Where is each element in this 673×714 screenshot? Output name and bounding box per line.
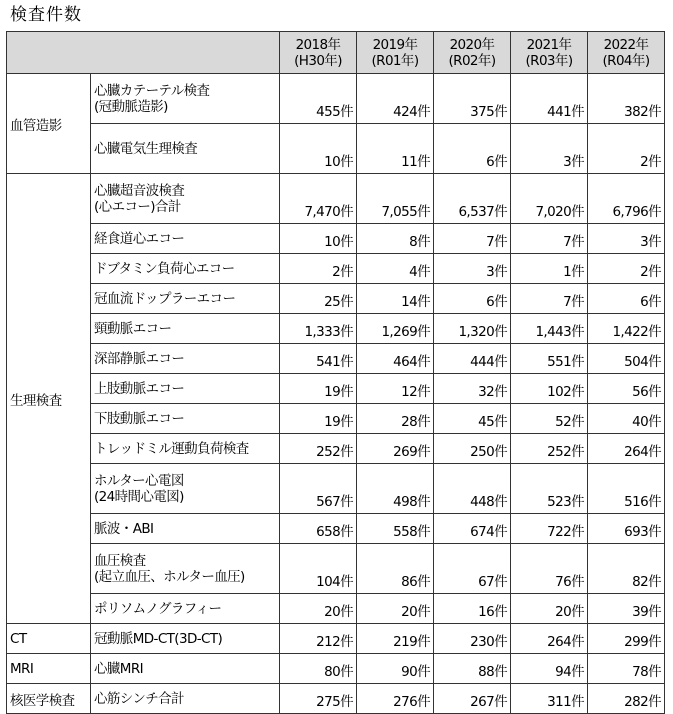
- item-cell: [91, 594, 280, 624]
- count-cell: 722件: [511, 514, 588, 544]
- item-label-line: ポリソムノグラフィー: [94, 600, 222, 617]
- count-cell: 441件: [511, 74, 588, 124]
- table-row: [7, 374, 665, 404]
- count-cell: 375件: [434, 74, 511, 124]
- item-label-line: 深部静脈エコー: [94, 350, 185, 367]
- item-label-line: 心臓電気生理検査: [94, 140, 198, 157]
- count-cell: 86件: [357, 544, 434, 594]
- count-cell: 674件: [434, 514, 511, 544]
- count-cell: 267件: [434, 684, 511, 714]
- item-cell: [91, 684, 280, 714]
- count-cell: 498件: [357, 464, 434, 514]
- item-label-line: 血圧検査: [94, 552, 146, 569]
- item-label-line: 経食道心エコー: [94, 230, 185, 247]
- item-label-line: 心臓超音波検査: [94, 182, 185, 199]
- count-cell: 219件: [357, 624, 434, 654]
- count-cell: 3件: [434, 254, 511, 284]
- count-cell: 1,269件: [357, 314, 434, 344]
- item-cell: [91, 374, 280, 404]
- count-cell: 82件: [588, 544, 665, 594]
- count-cell: 2件: [588, 124, 665, 174]
- count-cell: 424件: [357, 74, 434, 124]
- item-label-line: ドブタミン負荷心エコー: [94, 260, 235, 277]
- item-label-line: 冠動脈MD-CT(3D-CT): [94, 630, 223, 647]
- count-cell: 382件: [588, 74, 665, 124]
- item-label-line: ホルター心電図: [94, 472, 184, 489]
- item-label-line: 心臓MRI: [94, 660, 144, 677]
- count-cell: 6,537件: [434, 174, 511, 224]
- count-cell: 7件: [434, 224, 511, 254]
- item-label-line: (起立血圧、ホルター血圧): [94, 568, 245, 585]
- item-cell: [91, 624, 280, 654]
- count-cell: 12件: [357, 374, 434, 404]
- item-cell: [91, 224, 280, 254]
- count-cell: 504件: [588, 344, 665, 374]
- count-cell: 541件: [280, 344, 357, 374]
- table-row: [7, 344, 665, 374]
- count-cell: 8件: [357, 224, 434, 254]
- count-cell: 19件: [280, 374, 357, 404]
- table-row: [7, 74, 665, 124]
- count-cell: 88件: [434, 654, 511, 684]
- count-cell: 299件: [588, 624, 665, 654]
- item-label-line: 心臓カテーテル検査: [94, 82, 210, 99]
- year-header: 2021年 (R03年): [511, 32, 588, 74]
- count-cell: 78件: [588, 654, 665, 684]
- count-cell: 7,470件: [280, 174, 357, 224]
- item-cell: [91, 544, 280, 594]
- count-cell: 230件: [434, 624, 511, 654]
- count-cell: 3件: [588, 224, 665, 254]
- count-cell: 11件: [357, 124, 434, 174]
- item-cell: [91, 254, 280, 284]
- year-header: 2020年 (R02年): [434, 32, 511, 74]
- header-row: [7, 32, 665, 74]
- category-cell: CT: [7, 624, 91, 654]
- count-cell: 1,333件: [280, 314, 357, 344]
- count-cell: 282件: [588, 684, 665, 714]
- year-header: 2018年 (H30年): [280, 32, 357, 74]
- item-label-line: (24時間心電図): [94, 488, 184, 505]
- count-cell: 3件: [511, 124, 588, 174]
- item-label-line: 下肢動脈エコー: [94, 410, 185, 427]
- item-label-line: トレッドミル運動負荷検査: [94, 440, 249, 457]
- count-cell: 448件: [434, 464, 511, 514]
- item-cell: [91, 344, 280, 374]
- count-cell: 40件: [588, 404, 665, 434]
- count-cell: 104件: [280, 544, 357, 594]
- count-cell: 252件: [511, 434, 588, 464]
- count-cell: 658件: [280, 514, 357, 544]
- count-cell: 2件: [588, 254, 665, 284]
- count-cell: 551件: [511, 344, 588, 374]
- count-cell: 10件: [280, 224, 357, 254]
- item-cell: [91, 284, 280, 314]
- count-cell: 19件: [280, 404, 357, 434]
- count-cell: 28件: [357, 404, 434, 434]
- count-cell: 7,020件: [511, 174, 588, 224]
- count-cell: 212件: [280, 624, 357, 654]
- count-cell: 516件: [588, 464, 665, 514]
- count-cell: 94件: [511, 654, 588, 684]
- count-cell: 276件: [357, 684, 434, 714]
- count-cell: 6件: [588, 284, 665, 314]
- table-row: [7, 514, 665, 544]
- count-cell: 2件: [280, 254, 357, 284]
- count-cell: 455件: [280, 74, 357, 124]
- count-cell: 32件: [434, 374, 511, 404]
- count-cell: 7件: [511, 224, 588, 254]
- count-cell: 76件: [511, 544, 588, 594]
- item-cell: [91, 464, 280, 514]
- count-cell: 6件: [434, 124, 511, 174]
- table-row: [7, 314, 665, 344]
- count-cell: 250件: [434, 434, 511, 464]
- header-corner: [7, 32, 280, 74]
- count-cell: 25件: [280, 284, 357, 314]
- count-cell: 7,055件: [357, 174, 434, 224]
- table-row: [7, 284, 665, 314]
- category-cell: 核医学検査: [7, 684, 91, 714]
- table-row: [7, 224, 665, 254]
- year-header: 2019年 (R01年): [357, 32, 434, 74]
- table-row: [7, 464, 665, 514]
- table-row: [7, 654, 665, 684]
- page-title: 検査件数: [10, 5, 82, 25]
- table-row: [7, 174, 665, 224]
- table-row: [7, 594, 665, 624]
- count-cell: 264件: [511, 624, 588, 654]
- category-cell: MRI: [7, 654, 91, 684]
- count-cell: 90件: [357, 654, 434, 684]
- item-cell: [91, 74, 280, 124]
- item-label-line: 上肢動脈エコー: [94, 380, 185, 397]
- count-cell: 1,422件: [588, 314, 665, 344]
- count-cell: 39件: [588, 594, 665, 624]
- item-cell: [91, 404, 280, 434]
- table-row: [7, 254, 665, 284]
- table-row: [7, 124, 665, 174]
- table-row: [7, 544, 665, 594]
- count-cell: 1,320件: [434, 314, 511, 344]
- count-cell: 567件: [280, 464, 357, 514]
- count-cell: 56件: [588, 374, 665, 404]
- table-row: [7, 684, 665, 714]
- table-body: [7, 74, 665, 714]
- item-label-line: 頸動脈エコー: [94, 320, 172, 337]
- count-cell: 102件: [511, 374, 588, 404]
- item-label-line: 冠血流ドップラーエコー: [94, 290, 236, 307]
- count-cell: 52件: [511, 404, 588, 434]
- item-cell: [91, 124, 280, 174]
- count-cell: 7件: [511, 284, 588, 314]
- category-cell: 生理検査: [7, 174, 91, 624]
- count-cell: 10件: [280, 124, 357, 174]
- table-row: [7, 624, 665, 654]
- category-cell: 血管造影: [7, 74, 91, 174]
- table-row: [7, 404, 665, 434]
- item-label-line: (冠動脈造影): [94, 98, 168, 115]
- count-cell: 464件: [357, 344, 434, 374]
- count-cell: 558件: [357, 514, 434, 544]
- count-cell: 311件: [511, 684, 588, 714]
- count-cell: 45件: [434, 404, 511, 434]
- item-cell: [91, 434, 280, 464]
- count-cell: 264件: [588, 434, 665, 464]
- item-cell: [91, 654, 280, 684]
- count-cell: 6件: [434, 284, 511, 314]
- count-cell: 1件: [511, 254, 588, 284]
- year-header: 2022年 (R04年): [588, 32, 665, 74]
- count-cell: 6,796件: [588, 174, 665, 224]
- count-cell: 693件: [588, 514, 665, 544]
- count-cell: 252件: [280, 434, 357, 464]
- count-cell: 444件: [434, 344, 511, 374]
- count-cell: 80件: [280, 654, 357, 684]
- item-label-line: (心エコー)合計: [94, 198, 181, 215]
- count-cell: 20件: [280, 594, 357, 624]
- count-cell: 275件: [280, 684, 357, 714]
- count-cell: 4件: [357, 254, 434, 284]
- item-cell: [91, 314, 280, 344]
- count-cell: 1,443件: [511, 314, 588, 344]
- item-cell: [91, 174, 280, 224]
- item-label-line: 心筋シンチ合計: [94, 690, 184, 707]
- count-cell: 523件: [511, 464, 588, 514]
- count-cell: 14件: [357, 284, 434, 314]
- count-cell: 20件: [357, 594, 434, 624]
- count-cell: 20件: [511, 594, 588, 624]
- table-row: [7, 434, 665, 464]
- item-label-line: 脈波・ABI: [94, 520, 154, 537]
- exam-count-table: [6, 31, 665, 714]
- count-cell: 16件: [434, 594, 511, 624]
- item-cell: [91, 514, 280, 544]
- count-cell: 269件: [357, 434, 434, 464]
- count-cell: 67件: [434, 544, 511, 594]
